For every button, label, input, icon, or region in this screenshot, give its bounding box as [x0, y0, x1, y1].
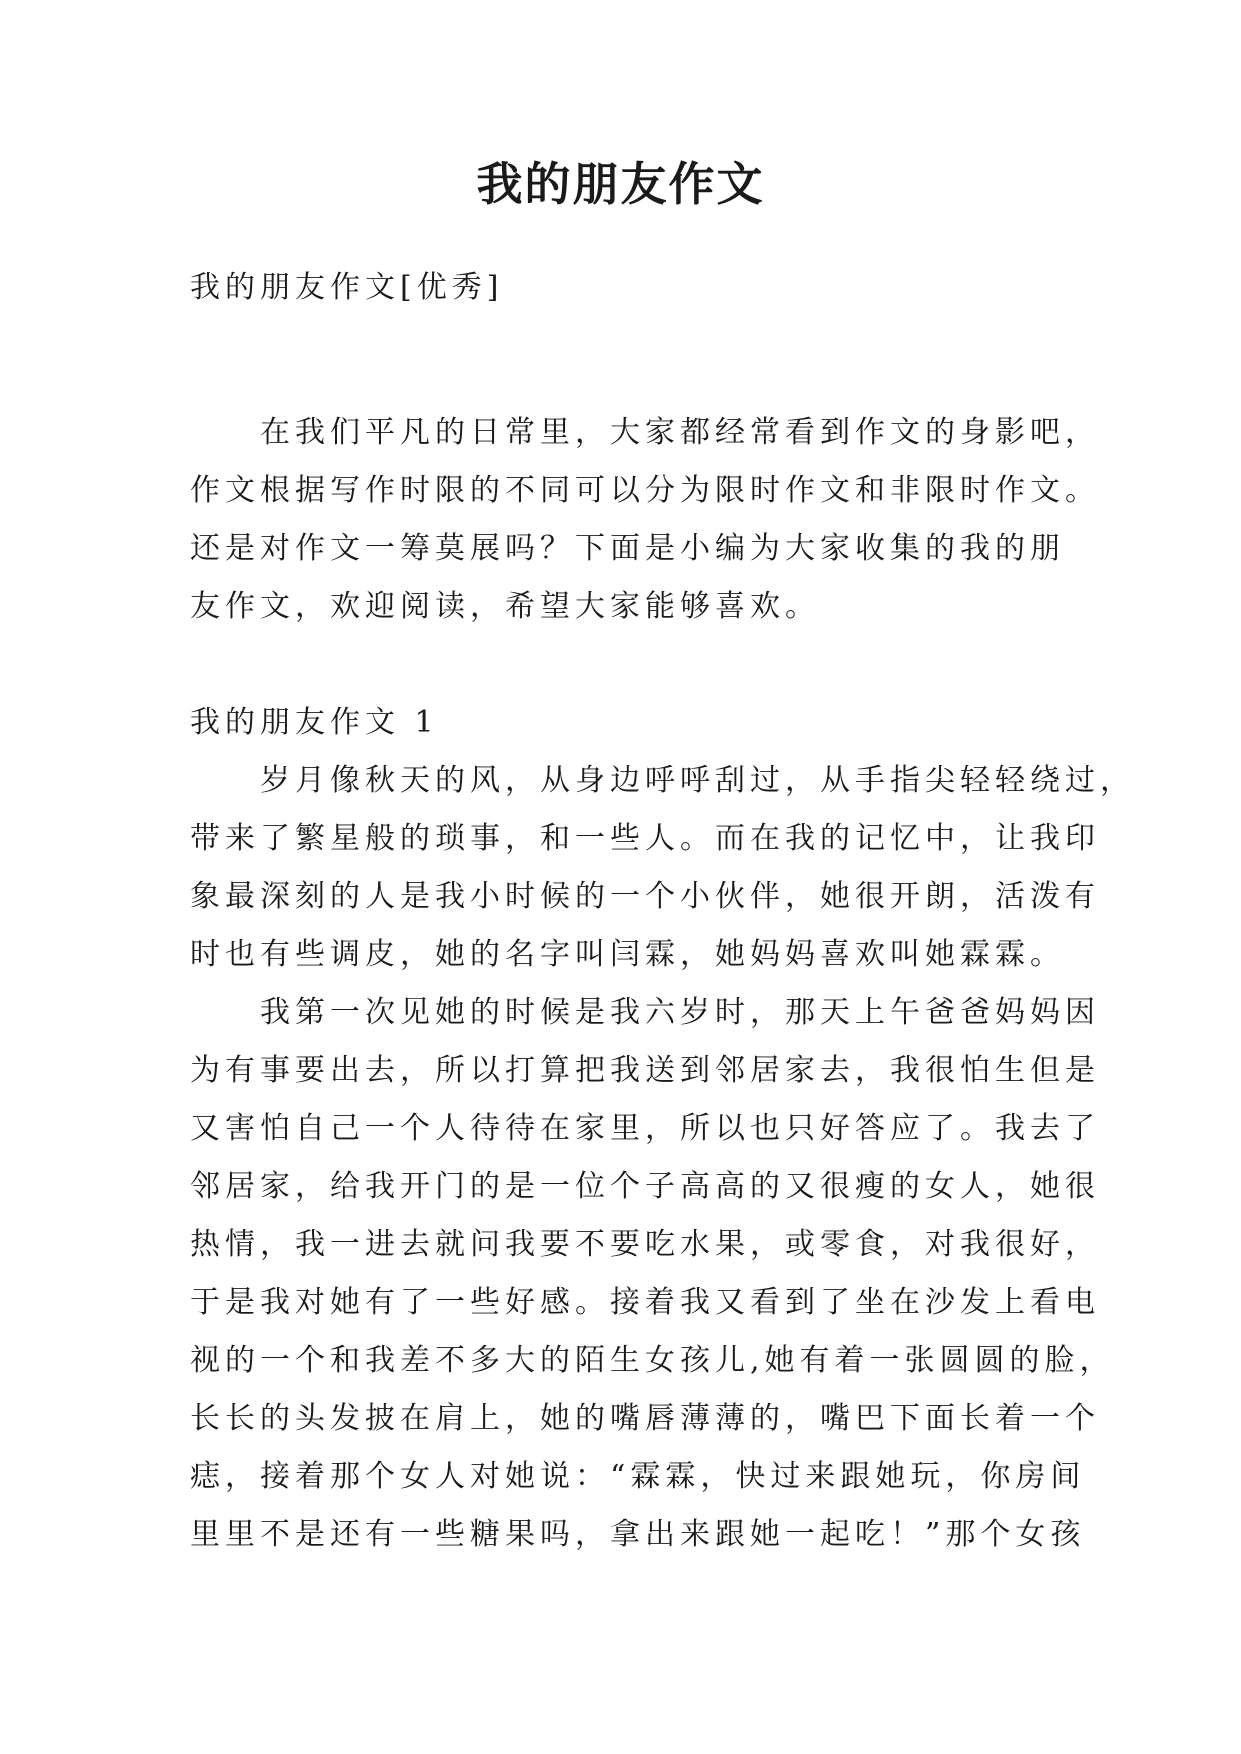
essay-line: 长长的头发披在肩上，她的嘴唇薄薄的，嘴巴下面长着一个 — [190, 1401, 1100, 1436]
essay-line: 又害怕自己一个人待待在家里，所以也只好答应了。我去了 — [190, 1111, 1100, 1146]
essay-line: 岁月像秋天的风，从身边呼呼刮过，从手指尖轻轻绕过， — [260, 763, 1135, 798]
document-title: 我的朋友作文 — [476, 157, 765, 211]
document-subtitle: 我的朋友作文[优秀] — [190, 270, 504, 305]
essay-line: 我第一次见她的时候是我六岁时，那天上午爸爸妈妈因 — [260, 995, 1100, 1030]
essay-line: 邻居家，给我开门的是一位个子高高的又很瘦的女人，她很 — [190, 1169, 1100, 1204]
intro-line: 友作文，欢迎阅读，希望大家能够喜欢。 — [190, 589, 820, 624]
essay-line: 热情，我一进去就问我要不要吃水果，或零食，对我很好， — [190, 1227, 1100, 1262]
essay-line: 时也有些调皮，她的名字叫闫霖，她妈妈喜欢叫她霖霖。 — [190, 937, 1065, 972]
essay-line: 痣，接着那个女人对她说：“霖霖，快过来跟她玩，你房间 — [190, 1459, 1086, 1494]
intro-paragraph — [190, 404, 1100, 636]
essay-line: 于是我对她有了一些好感。接着我又看到了坐在沙发上看电 — [190, 1285, 1100, 1320]
intro-line: 在我们平凡的日常里，大家都经常看到作文的身影吧， — [260, 415, 1100, 450]
intro-line: 还是对作文一筹莫展吗？下面是小编为大家收集的我的朋 — [190, 531, 1065, 566]
essay-line: 带来了繁星般的琐事，和一些人。而在我的记忆中，让我印 — [190, 821, 1100, 856]
intro-line: 作文根据写作时限的不同可以分为限时作文和非限时作文。 — [190, 473, 1100, 508]
essay-body — [190, 752, 1135, 1564]
essay-line: 象最深刻的人是我小时候的一个小伙伴，她很开朗，活泼有 — [190, 879, 1100, 914]
essay-line: 为有事要出去，所以打算把我送到邻居家去，我很怕生但是 — [190, 1053, 1100, 1088]
section-heading: 我的朋友作文 1 — [190, 705, 439, 740]
essay-line: 视的一个和我差不多大的陌生女孩儿,她有着一张圆圆的脸， — [190, 1343, 1115, 1378]
essay-line: 里里不是还有一些糖果吗，拿出来跟她一起吃！”那个女孩 — [190, 1517, 1086, 1552]
